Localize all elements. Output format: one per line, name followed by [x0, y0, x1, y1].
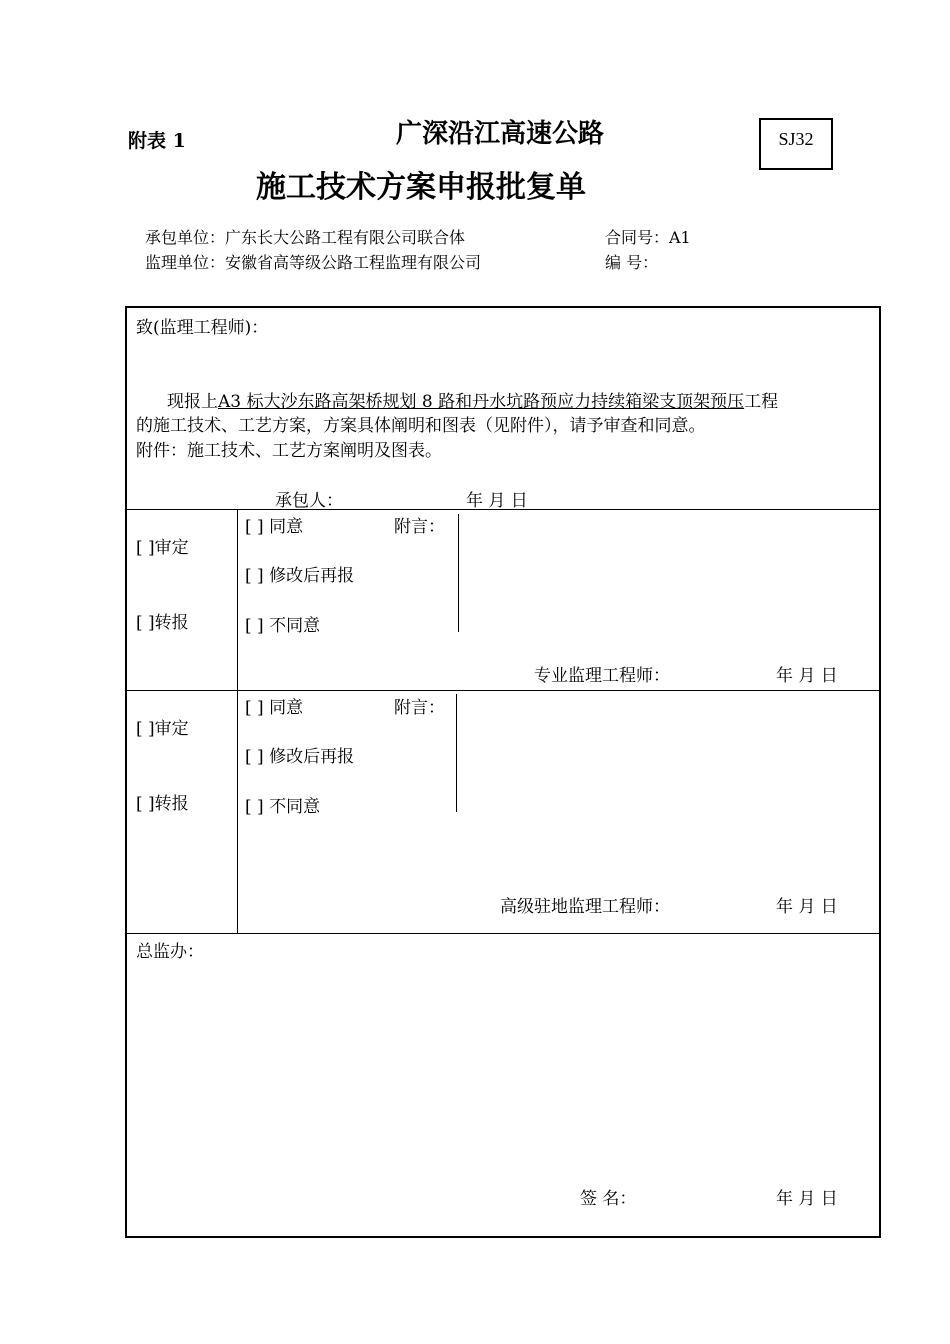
report-line-2: 的施工技术、工艺方案，方案具体阐明和图表（见附件），请予审查和同意。	[136, 416, 706, 436]
review-checkbox[interactable]: [ ]审定	[136, 538, 189, 558]
note-divider	[458, 514, 459, 632]
contractor-unit: 承包单位：广东长大公路工程有限公司联合体	[145, 228, 466, 247]
signature-date: 年 月 日	[776, 1189, 838, 1209]
disagree-checkbox[interactable]: [ ] 不同意	[245, 616, 321, 636]
review-checkbox[interactable]: [ ]审定	[136, 719, 189, 739]
revise-checkbox[interactable]: [ ] 修改后再报	[245, 747, 355, 767]
engineer-signer-label: 专业监理工程师：	[534, 666, 670, 686]
serial-number: 编 号：	[605, 253, 659, 272]
form-title: 施工技术方案申报批复单	[256, 170, 586, 205]
addressee: 致(监理工程师)：	[136, 318, 269, 338]
project-name: A3 标大沙东路高架桥规划 8 路和丹水坑路预应力持续箱梁支顶架预压	[218, 392, 745, 412]
note-divider	[456, 694, 457, 812]
contractor-date: 年 月 日	[466, 491, 528, 511]
agree-checkbox[interactable]: [ ] 同意	[245, 698, 304, 718]
report-suffix: 工程	[744, 392, 779, 412]
appendix-label: 附表 1	[128, 130, 186, 152]
note-label: 附言：	[394, 698, 445, 718]
resident-engineer-signer-label: 高级驻地监理工程师：	[500, 897, 670, 917]
form-table	[125, 306, 881, 1238]
forward-checkbox[interactable]: [ ]转报	[136, 794, 189, 814]
divider	[127, 690, 879, 691]
form-code-box: SJ32	[759, 118, 833, 170]
project-title: 广深沿江高速公路	[396, 119, 605, 149]
report-prefix: 现报上	[167, 392, 218, 412]
forward-checkbox[interactable]: [ ]转报	[136, 613, 189, 633]
signature-label: 签 名：	[580, 1189, 637, 1209]
note-label: 附言：	[394, 517, 445, 537]
disagree-checkbox[interactable]: [ ] 不同意	[245, 797, 321, 817]
revise-checkbox[interactable]: [ ] 修改后再报	[245, 566, 355, 586]
contract-number: 合同号：A1	[605, 228, 691, 247]
contractor-signer-label: 承包人：	[275, 491, 343, 511]
agree-checkbox[interactable]: [ ] 同意	[245, 517, 304, 537]
attachment-line: 附件：施工技术、工艺方案阐明及图表。	[136, 441, 442, 461]
resident-engineer-date: 年 月 日	[776, 897, 838, 917]
supervisor-unit: 监理单位：安徽省高等级公路工程监理有限公司	[145, 253, 482, 272]
column-divider	[237, 509, 238, 933]
report-line-1	[167, 387, 778, 412]
chief-office-label: 总监办：	[136, 942, 204, 962]
divider	[127, 933, 879, 934]
engineer-date: 年 月 日	[776, 666, 838, 686]
